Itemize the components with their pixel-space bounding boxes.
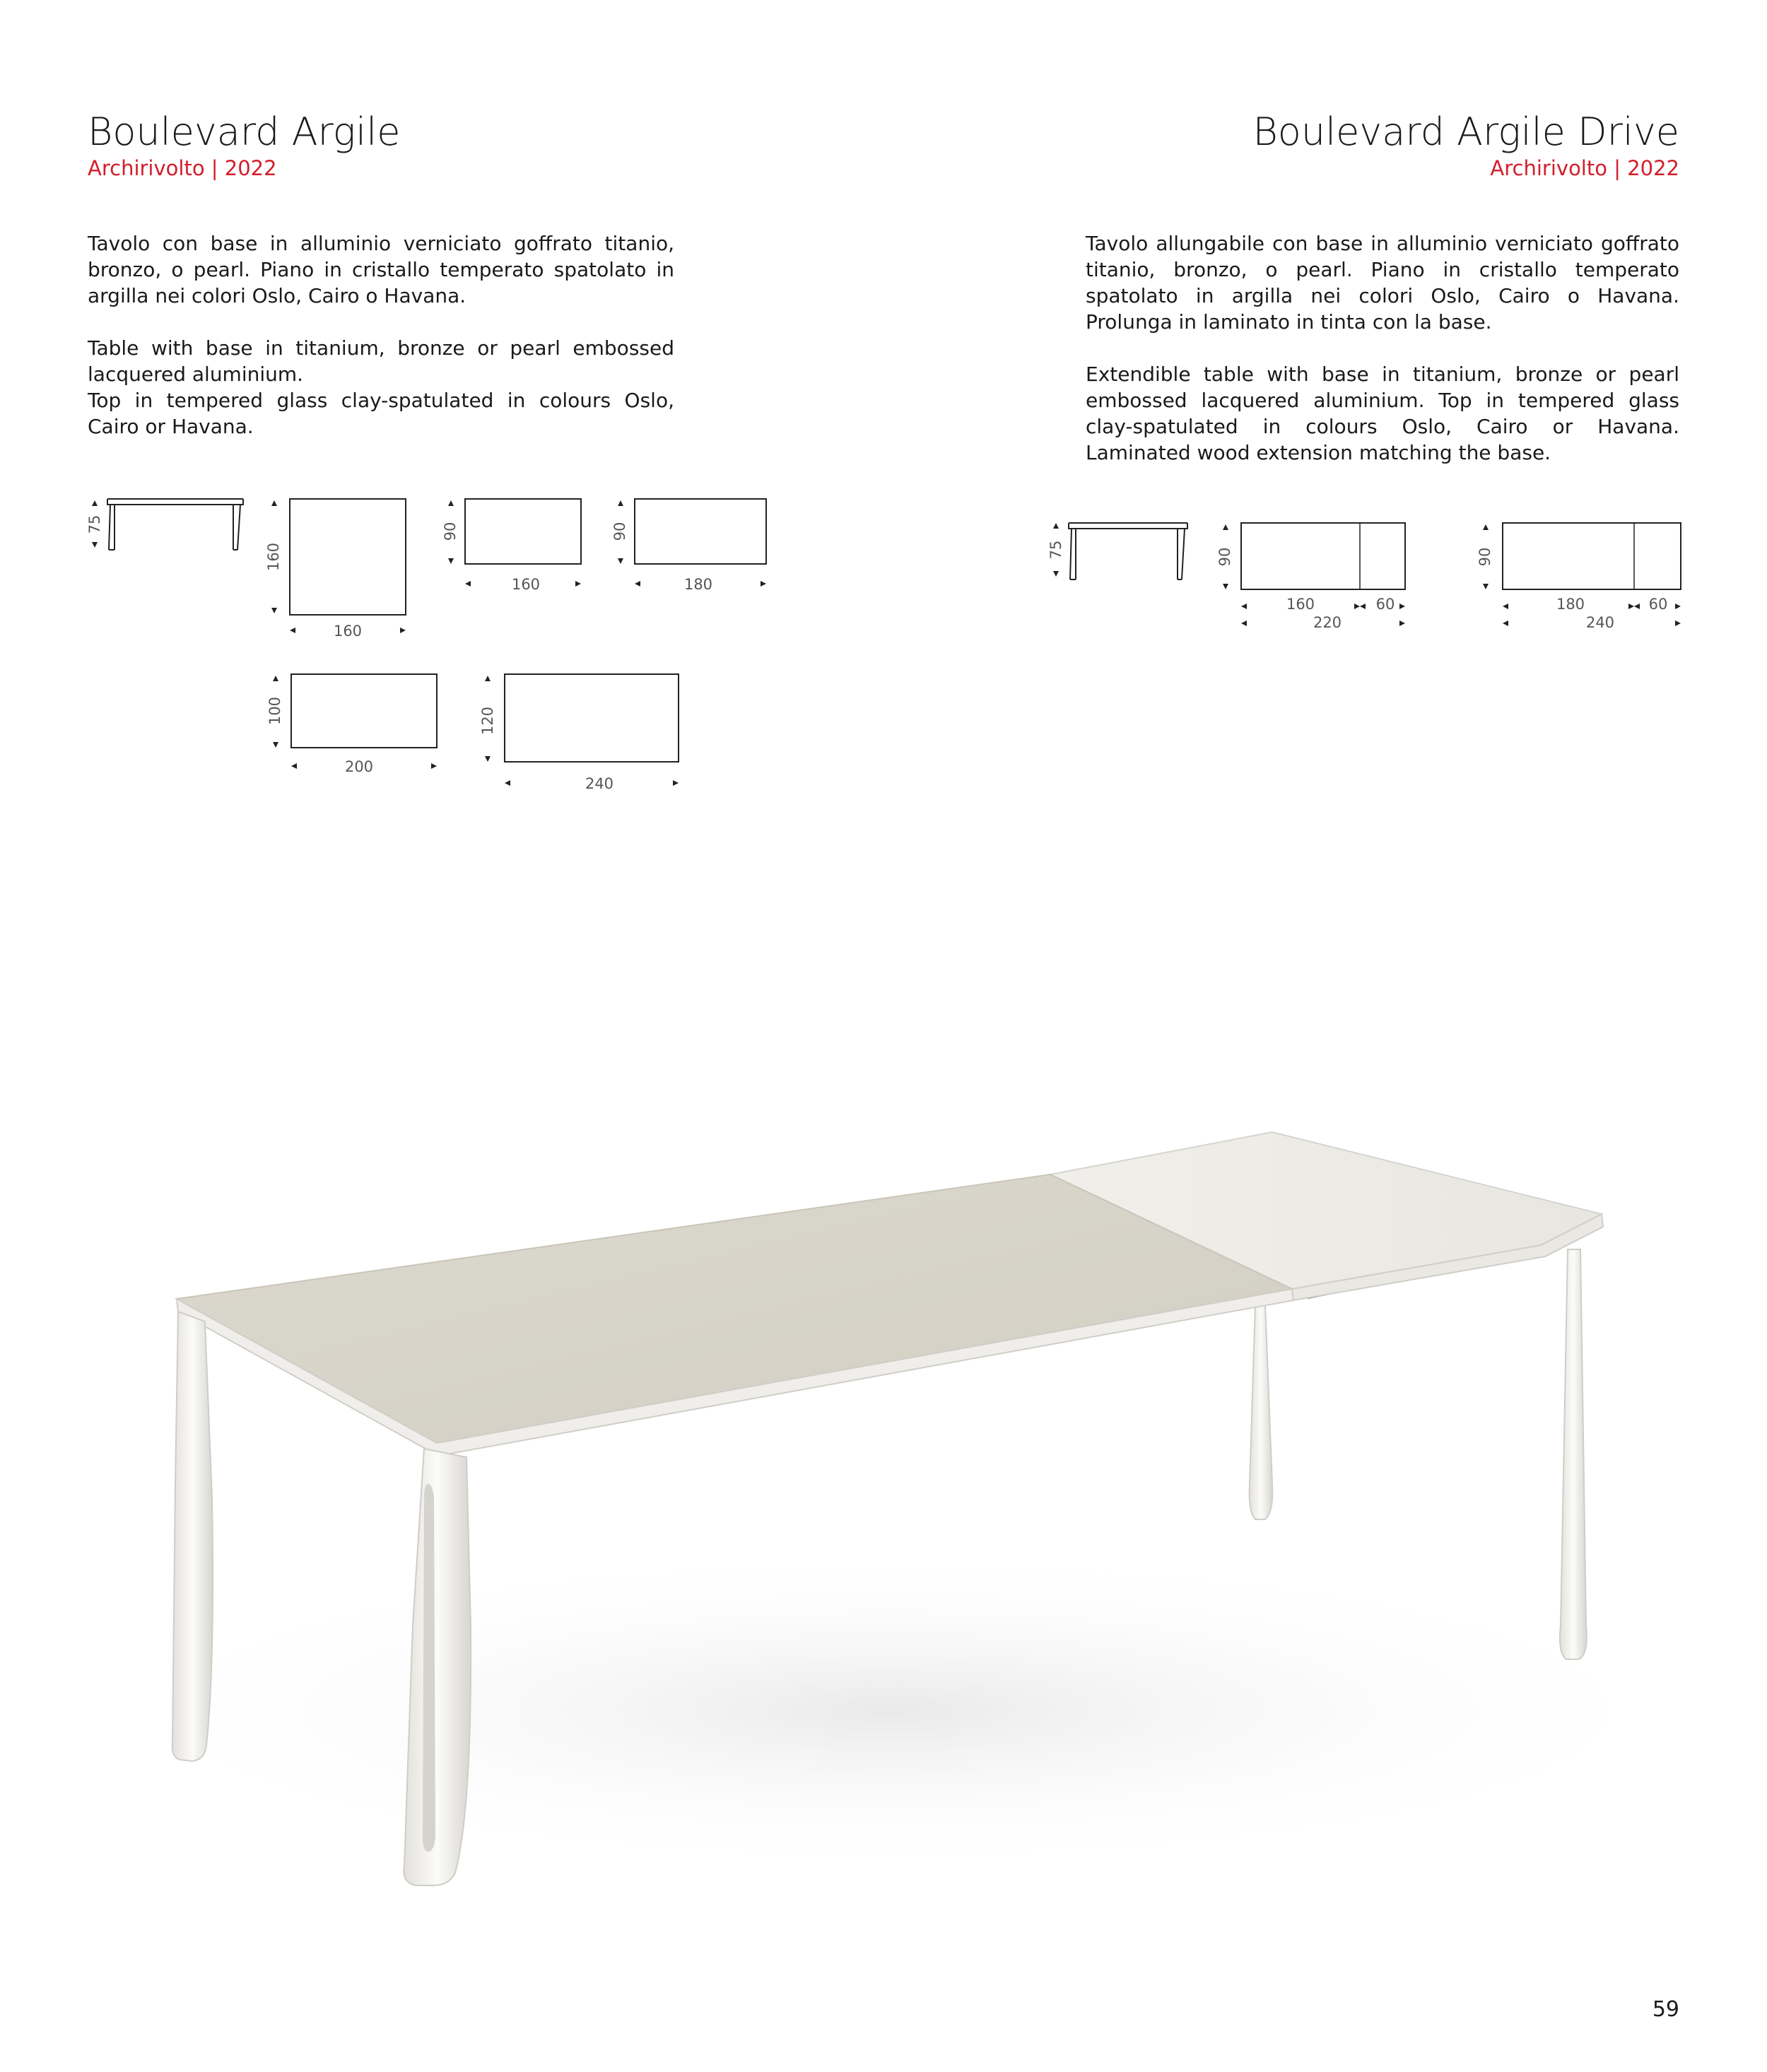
left-side-elevation: [86, 498, 243, 551]
technical-drawings: [0, 0, 1767, 848]
page-number: 59: [1652, 1997, 1679, 2022]
left-description-en-line1: Table with base in titanium, bronze or pearl embossed lacquered aluminium.: [88, 336, 674, 386]
e2-depth-label: 90: [1477, 547, 1493, 567]
left-plan-square: [265, 499, 406, 640]
e1-width-label: 160: [1286, 596, 1315, 613]
r1-width-label: 160: [511, 576, 541, 593]
table-leg-front-left: [172, 1312, 213, 1761]
square-width-label: 160: [333, 623, 363, 640]
right-description-it: Tavolo allungabile con base in alluminio verniciato goffrato titanio, bronzo, o pearl. Piano in cristallo temperato spatolato in argilla nei colori Oslo, Cairo o Havana. Prolunga in laminato in tinta con la base.: [1086, 232, 1679, 334]
left-plan-180x90: [611, 499, 766, 593]
square-depth-label: 160: [265, 542, 282, 572]
left-description-en-line2: Top in tempered glass clay-spatulated in colours Oslo, Cairo or Havana.: [88, 389, 674, 438]
e2-ext-label: 60: [1648, 596, 1668, 613]
product-photo-extendible-table: [0, 1102, 1767, 1972]
left-product-designer: Archirivolto | 2022: [88, 156, 277, 180]
right-description-en: Extendible table with base in titanium, bronze or pearl embossed lacquered aluminium. Top in tempered glass clay-spatulated in colours Oslo, Cairo or Havana. Laminated wood extension matching the base.: [1086, 363, 1679, 464]
e1-total-label: 220: [1313, 614, 1342, 631]
right-plan-ext-220: [1216, 523, 1405, 631]
leg-slot: [423, 1484, 435, 1852]
right-height-label: 75: [1047, 540, 1064, 560]
left-plan-240x120: [479, 674, 679, 792]
left-plan-200x100: [266, 674, 437, 775]
e1-depth-label: 90: [1216, 547, 1233, 567]
right-product-title: Boulevard Argile Drive: [1252, 110, 1679, 154]
r4-width-label: 240: [585, 775, 614, 792]
e1-ext-label: 60: [1375, 596, 1395, 613]
r4-depth-label: 120: [479, 706, 496, 736]
left-product-title: Boulevard Argile: [88, 110, 401, 154]
table-leg-front-right: [404, 1449, 471, 1885]
table-leg-back-right: [1560, 1249, 1587, 1659]
e2-width-label: 180: [1556, 596, 1585, 613]
r2-width-label: 180: [683, 576, 713, 593]
r3-depth-label: 100: [266, 696, 283, 726]
left-height-label: 75: [86, 514, 103, 534]
left-description-it: Tavolo con base in alluminio verniciato goffrato titanio, bronzo, o pearl. Piano in cristallo temperato spatolato in argilla nei colori Oslo, Cairo o Havana.: [88, 232, 674, 307]
right-plan-ext-240: [1477, 523, 1681, 631]
r2-depth-label: 90: [611, 522, 628, 541]
right-product-designer: Archirivolto | 2022: [1490, 156, 1679, 180]
r1-depth-label: 90: [442, 522, 459, 541]
e2-total-label: 240: [1585, 614, 1615, 631]
left-plan-160x90: [442, 499, 581, 593]
table-leg-back-left: [1250, 1305, 1273, 1519]
r3-width-label: 200: [344, 758, 374, 775]
right-side-elevation: [1047, 523, 1187, 579]
